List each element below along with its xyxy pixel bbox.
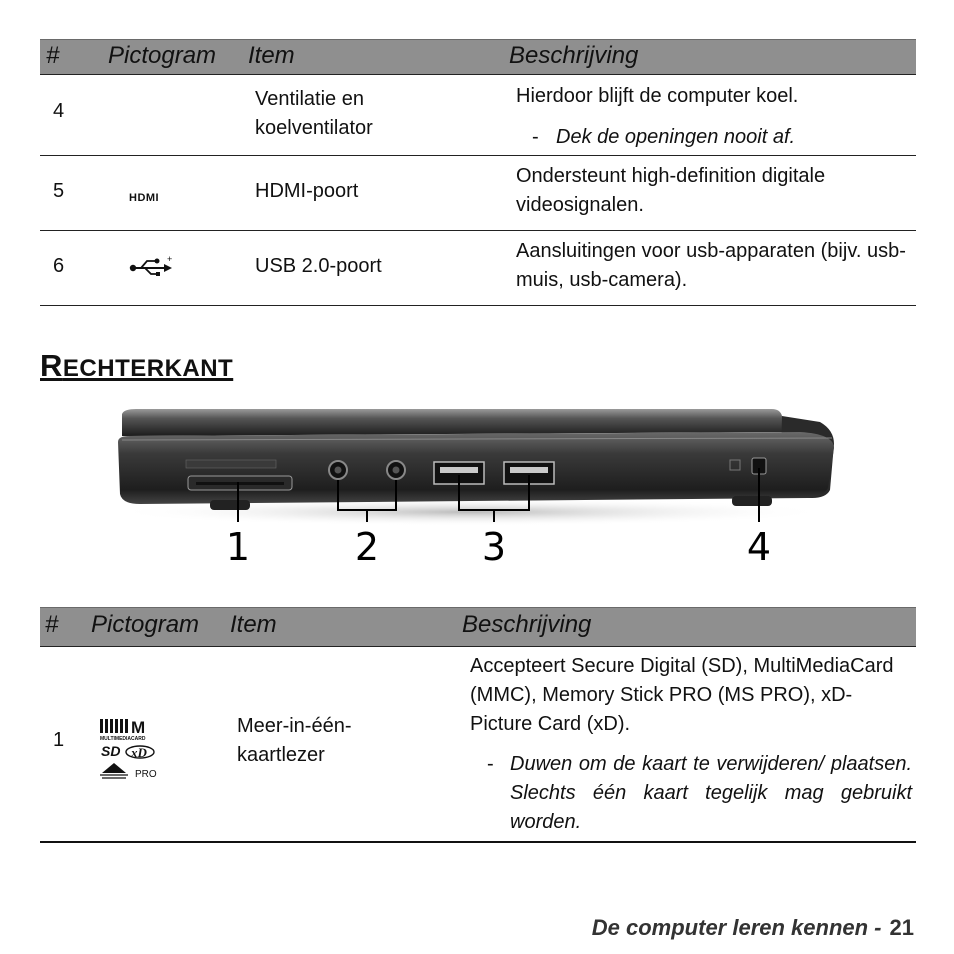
footer-title: De computer leren kennen -	[591, 915, 882, 940]
note-dash: -	[532, 126, 539, 148]
bottom-table	[40, 607, 916, 843]
table-header	[40, 39, 916, 75]
mmc-logo-text: MULTIMEDIACARD	[100, 736, 146, 742]
svg-text:+: +	[167, 255, 173, 264]
callout-1: 1	[225, 525, 251, 569]
table-row	[40, 75, 916, 156]
table-row	[40, 647, 916, 843]
table-row	[40, 231, 916, 306]
mspro-logo-text: PRO	[135, 769, 157, 780]
header-icon: Pictogram	[91, 611, 200, 638]
table-header	[40, 607, 916, 647]
row-desc: Accepteert Secure Digital (SD), MultiMediaCard (MMC), Memory Stick PRO (MS PRO), xD-Picture Card (xD).	[470, 655, 894, 735]
laptop-right-side-figure	[100, 400, 860, 575]
top-table	[40, 39, 916, 306]
heading-rest: ECHTERKANT	[62, 355, 234, 382]
row-desc: Ondersteunt high-definition digitale videosignalen.	[516, 165, 826, 216]
hdmi-icon	[128, 190, 176, 204]
row-note: Dek de openingen nooit af.	[556, 126, 796, 148]
header-desc: Beschrijving	[462, 611, 592, 638]
card-reader-logos-icon	[98, 717, 170, 783]
xd-logo-text: xD	[131, 745, 147, 760]
row-item: HDMI-poort	[255, 180, 359, 202]
usb-icon	[128, 255, 176, 279]
callout-2: 2	[354, 525, 380, 569]
section-heading	[40, 348, 233, 384]
row-note: Duwen om de kaart te verwijderen/ plaatsen. Slechts één kaart tegelijk mag gebruikt worden.	[510, 753, 912, 833]
row-item: USB 2.0-poort	[255, 255, 382, 277]
header-num: #	[45, 611, 59, 638]
row-num: 5	[53, 180, 65, 202]
row-desc: Aansluitingen voor usb-apparaten (bijv. usb-muis, usb-camera).	[516, 240, 906, 291]
row-item: Ventilatie en koelventilator	[255, 88, 373, 139]
sd-logo-text: SD	[101, 743, 121, 759]
row-num: 1	[53, 729, 65, 751]
row-num: 4	[53, 100, 65, 122]
page-footer	[592, 915, 914, 941]
header-num: #	[46, 42, 60, 69]
heading-initial: R	[40, 348, 63, 383]
row-num: 6	[53, 255, 65, 277]
header-desc: Beschrijving	[509, 42, 639, 69]
page-number: 21	[889, 915, 914, 940]
row-item: Meer-in-één-kaartlezer	[237, 715, 352, 766]
callout-4: 4	[746, 525, 772, 569]
callout-3: 3	[481, 525, 507, 569]
header-icon: Pictogram	[108, 42, 217, 69]
note-dash: -	[487, 753, 494, 775]
row-desc: Hierdoor blijft de computer koel.	[516, 85, 799, 107]
header-item: Item	[230, 611, 277, 638]
mmc-logo-letter: M	[131, 718, 146, 737]
table-row	[40, 156, 916, 231]
header-item: Item	[248, 42, 295, 69]
hdmi-icon-text: HDMI	[129, 192, 160, 204]
